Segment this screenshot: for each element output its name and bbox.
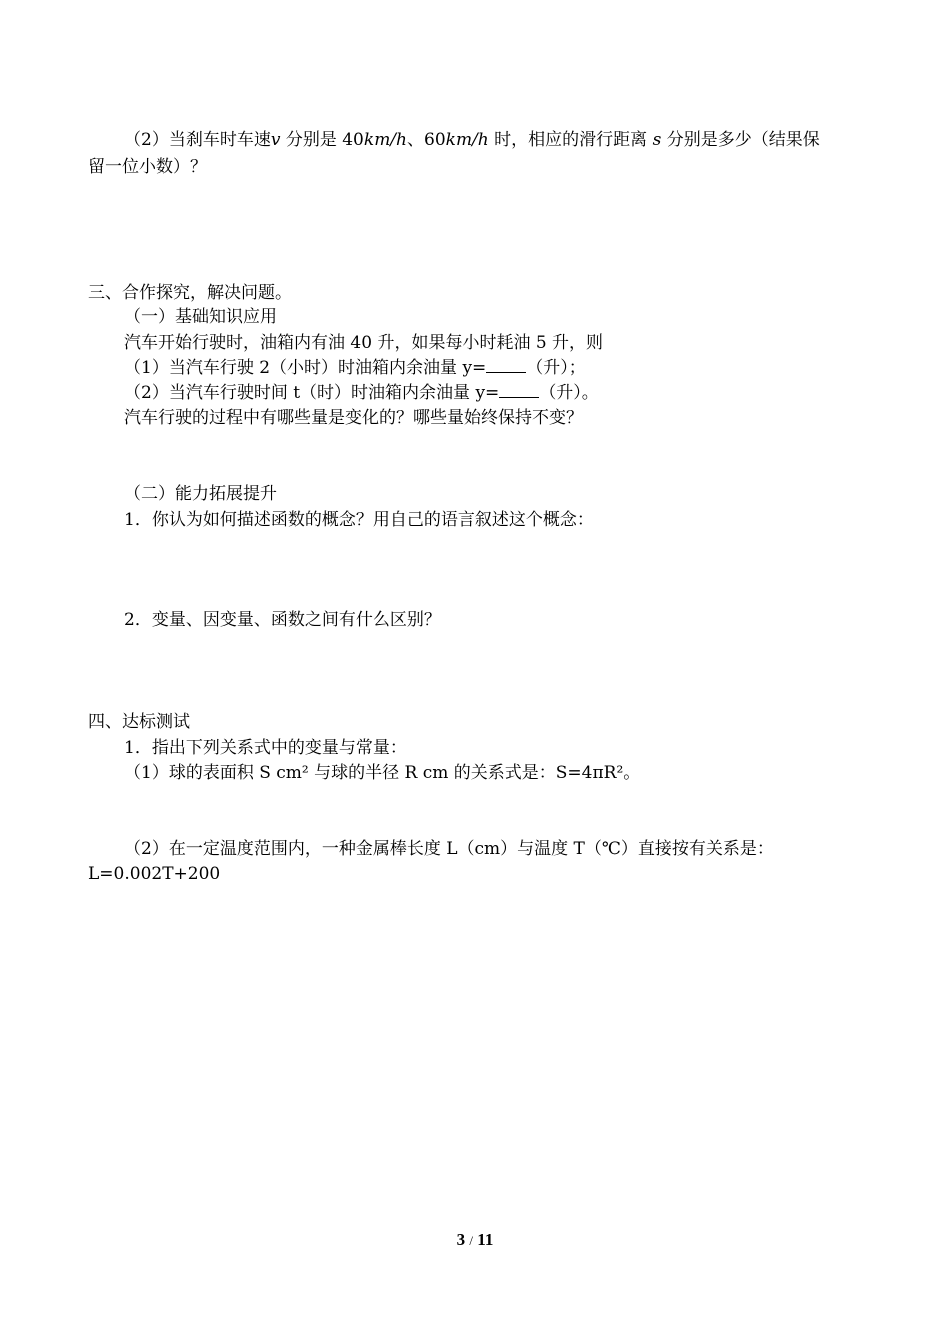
section4-sub2-line2: L=0.002T+200 (88, 864, 221, 884)
answer-blank-2 (499, 381, 539, 398)
q2-text: 分别是多少（结果保 (661, 130, 820, 150)
section3-intro: 汽车开始行驶时，油箱内有油 40 升，如果每小时耗油 5 升，则 (124, 333, 604, 353)
unit-kmh: km/h (445, 130, 489, 150)
current-page: 3 (456, 1230, 466, 1249)
total-pages: 11 (477, 1230, 494, 1249)
section3-sub1: （一）基础知识应用 (124, 307, 277, 327)
q2-line-2: 留一位小数）？ (88, 157, 207, 177)
section3-heading: 三、合作探究，解决问题。 (88, 283, 292, 303)
section3-question: 汽车行驶的过程中有哪些量是变化的？哪些量始终保持不变？ (124, 408, 583, 428)
section4-sub1: （1）球的表面积 S cm² 与球的半径 R cm 的关系式是：S=4πR²。 (124, 763, 641, 783)
section3-item1: （1）当汽车行驶 2（小时）时油箱内余油量 y= （升）； (124, 358, 586, 378)
q2-text: 时，相应的滑行距离 (488, 130, 653, 150)
section3-ext2: 2．变量、因变量、函数之间有什么区别？ (124, 610, 441, 630)
q2-text: 、60 (407, 130, 446, 150)
q2-text: （2）当刹车时车速 (124, 130, 271, 150)
unit-kmh: km/h (363, 130, 407, 150)
page-separator: / (469, 1233, 474, 1248)
section3-ext1: 1．你认为如何描述函数的概念？用自己的语言叙述这个概念： (124, 510, 594, 530)
var-s: s (652, 130, 662, 150)
section3-sub2: （二）能力拓展提升 (124, 484, 277, 504)
answer-blank-1 (486, 356, 526, 373)
section4-heading: 四、达标测试 (88, 712, 190, 732)
page-number (0, 1228, 950, 1253)
section3-item2: （2）当汽车行驶时间 t（时）时油箱内余油量 y= （升）。 (124, 383, 599, 403)
var-v: v (270, 130, 281, 150)
section4-sub2-line1: （2）在一定温度范围内，一种金属棒长度 L（cm）与温度 T（℃）直接按有关系是： (124, 839, 774, 859)
q2-text: 分别是 40 (280, 130, 364, 150)
q2-line-1 (124, 128, 820, 152)
section4-item1: 1．指出下列关系式中的变量与常量： (124, 738, 407, 758)
